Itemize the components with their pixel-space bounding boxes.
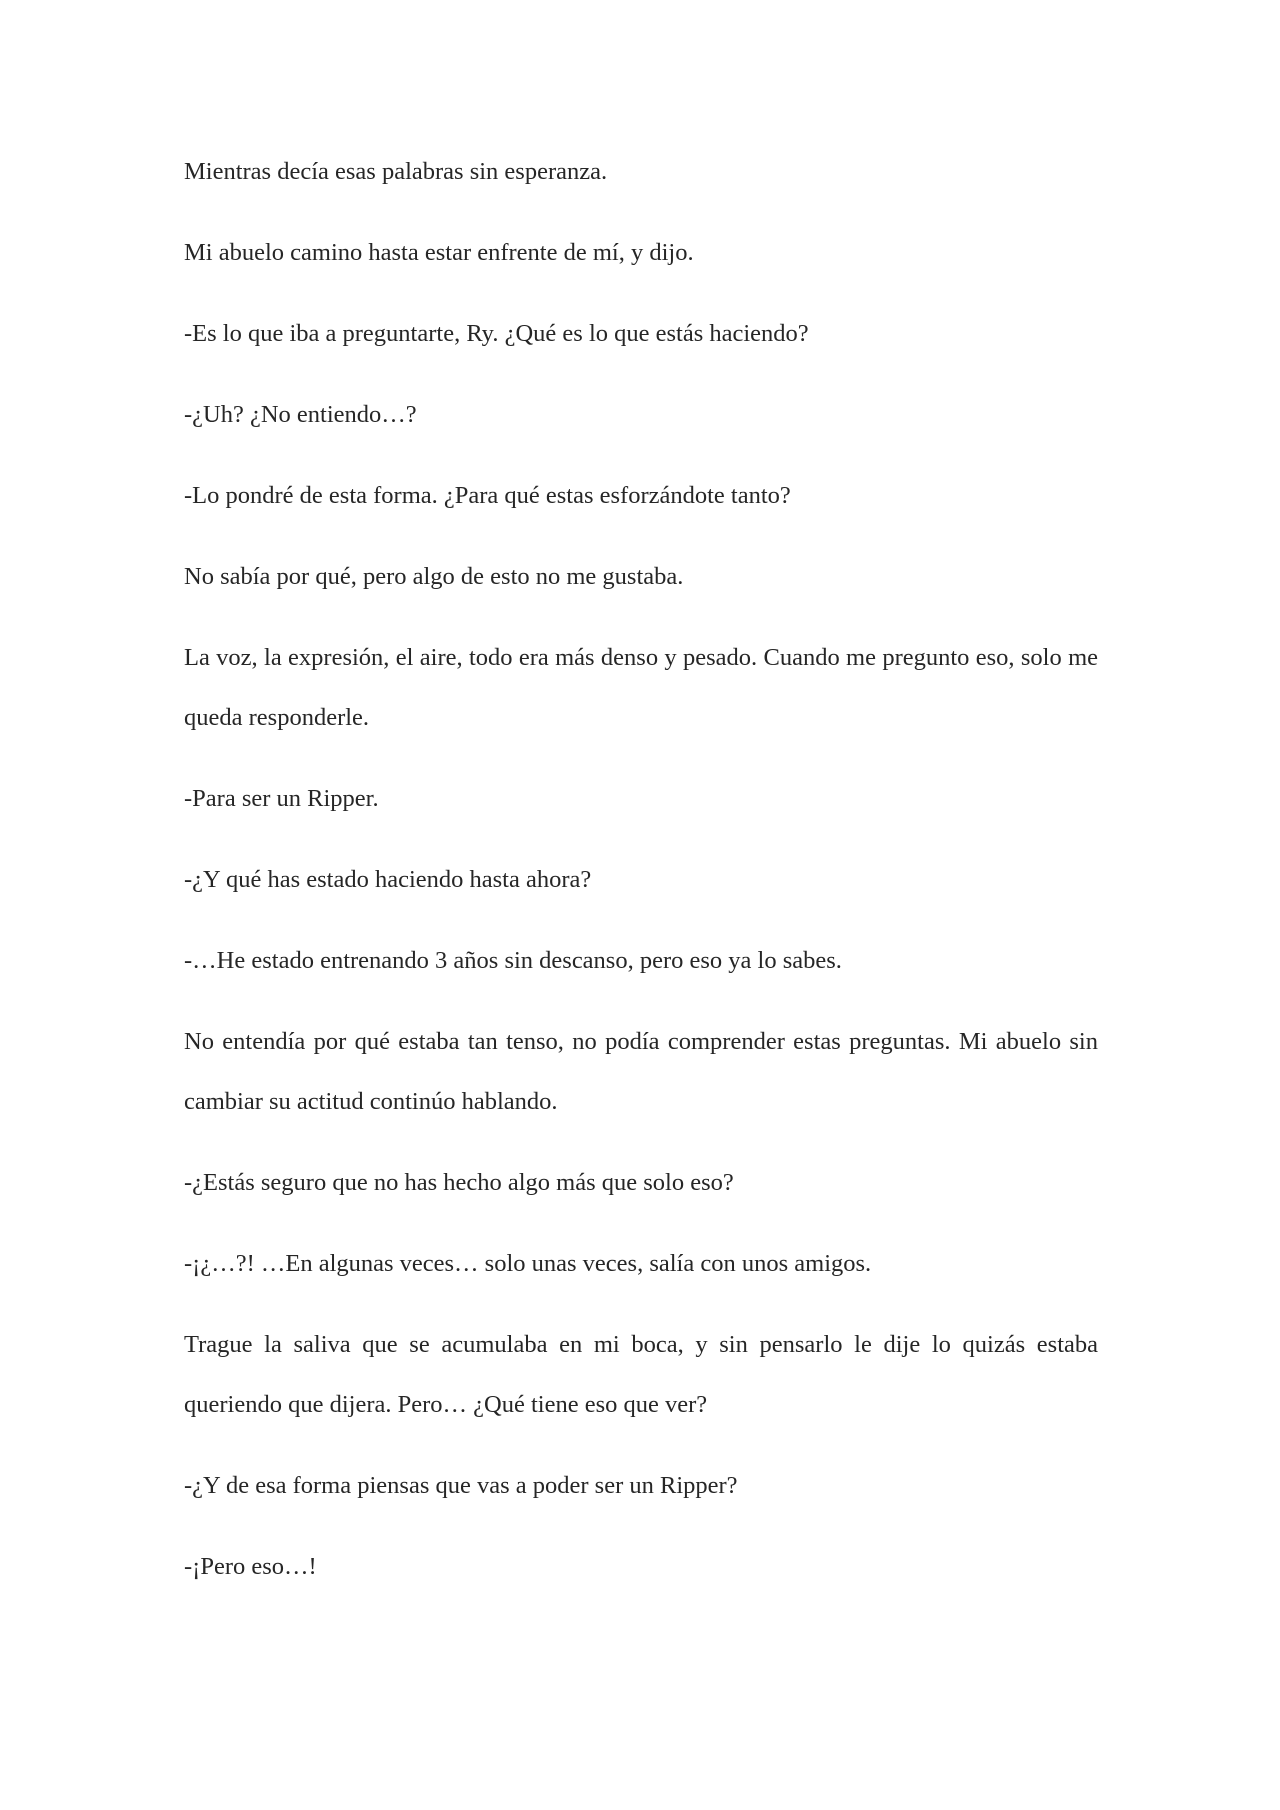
paragraph: -¿Y qué has estado haciendo hasta ahora? — [184, 866, 592, 893]
paragraph: Trague la saliva que se acumulaba en mi boca, y sin pensarlo le dije lo quizás estaba queriendo que dijera. Pero… ¿Qué tiene eso que ver? — [184, 1331, 1098, 1418]
paragraph: -Para ser un Ripper. — [184, 785, 379, 812]
paragraph: No sabía por qué, pero algo de esto no me gustaba. — [184, 563, 684, 590]
paragraph: No entendía por qué estaba tan tenso, no podía comprender estas preguntas. Mi abuelo sin cambiar su actitud continúo hablando. — [184, 1028, 1098, 1115]
paragraph: -…He estado entrenando 3 años sin descanso, pero eso ya lo sabes. — [184, 947, 842, 974]
paragraph: -Lo pondré de esta forma. ¿Para qué estas esforzándote tanto? — [184, 482, 791, 509]
paragraph: -¿Uh? ¿No entiendo…? — [184, 401, 417, 428]
document-body — [184, 142, 1098, 1618]
paragraph: -Es lo que iba a preguntarte, Ry. ¿Qué es lo que estás haciendo? — [184, 320, 809, 347]
paragraph: Mientras decía esas palabras sin esperanza. — [184, 158, 608, 185]
paragraph: La voz, la expresión, el aire, todo era más denso y pesado. Cuando me pregunto eso, solo me queda responderle. — [184, 644, 1098, 731]
paragraph: -¿Estás seguro que no has hecho algo más que solo eso? — [184, 1169, 734, 1196]
paragraph: Mi abuelo camino hasta estar enfrente de mí, y dijo. — [184, 239, 694, 266]
paragraph: -¡Pero eso…! — [184, 1553, 317, 1580]
paragraph: -¡¿…?! …En algunas veces… solo unas veces, salía con unos amigos. — [184, 1250, 872, 1277]
paragraph: -¿Y de esa forma piensas que vas a poder ser un Ripper? — [184, 1472, 738, 1499]
